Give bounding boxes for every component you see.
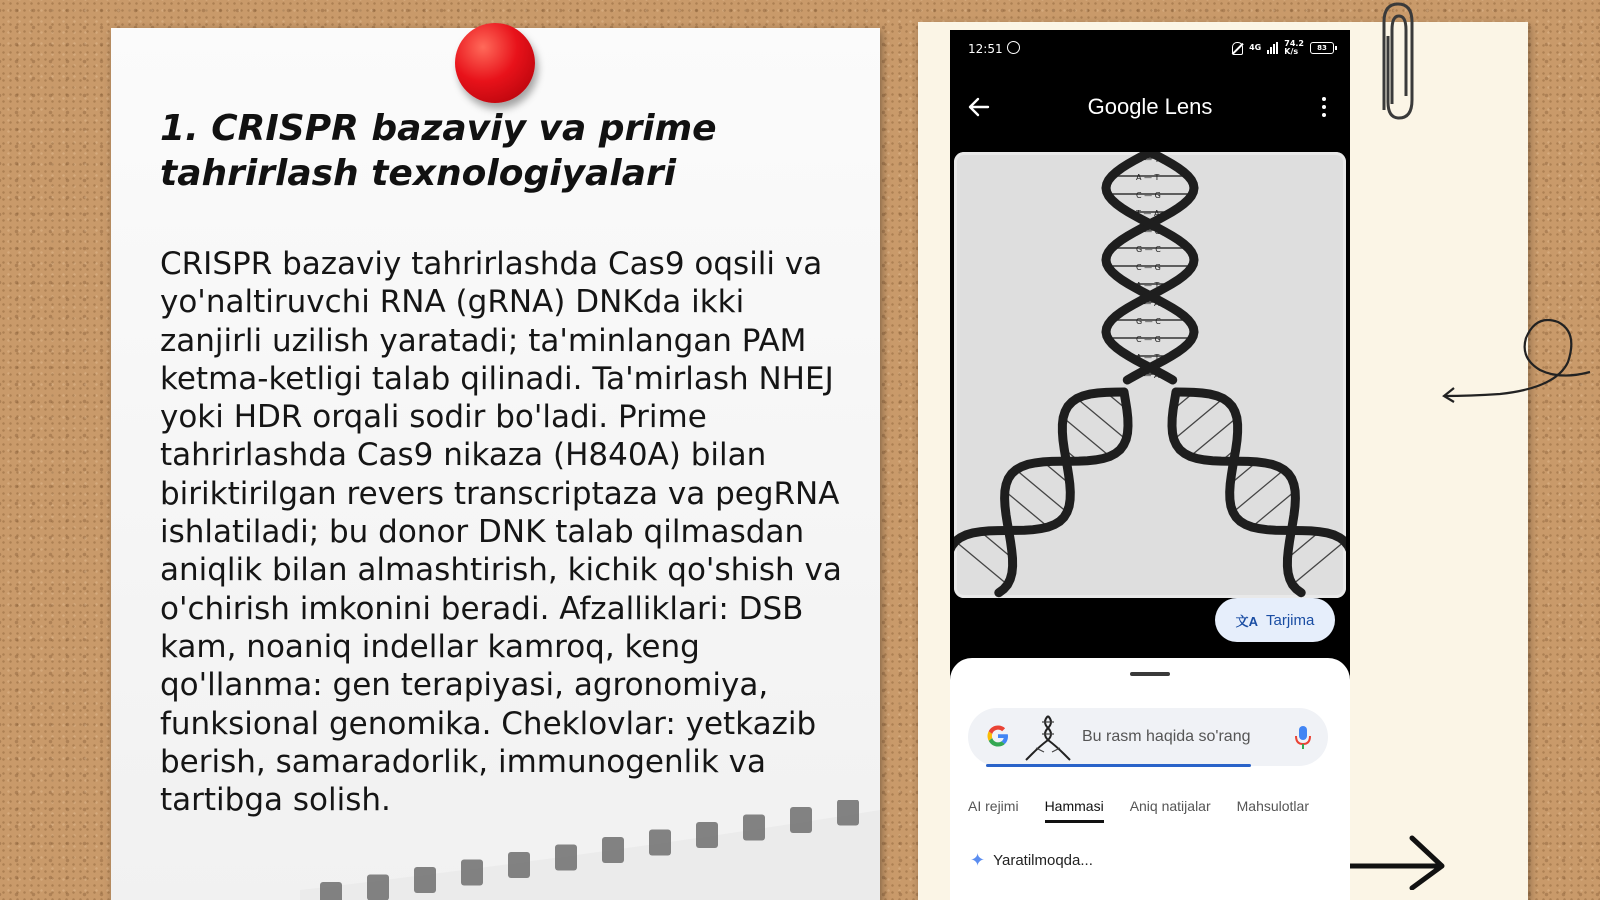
dna-letter: T — A <box>1136 371 1160 380</box>
microphone-icon[interactable] <box>1294 724 1312 750</box>
dna-helix-illustration <box>954 152 1346 598</box>
dna-letter: T — A <box>1136 299 1160 308</box>
network-type: 4G <box>1249 43 1262 52</box>
network-speed-value: 74.2 <box>1284 39 1304 48</box>
dna-letter: C — G <box>1136 263 1161 272</box>
dna-letter: C — G <box>1136 335 1161 344</box>
status-bar <box>950 30 1350 66</box>
results-sheet <box>950 658 1350 900</box>
torn-paper-tooth <box>508 852 530 878</box>
network-speed <box>1284 40 1304 56</box>
sparkle-icon: ✦ <box>970 850 986 870</box>
generating-status <box>970 850 1093 871</box>
tab-ai-mode[interactable]: AI rejimi <box>968 798 1019 814</box>
generating-label: Yaratilmoqda... <box>993 852 1093 869</box>
loop-arrow-doodle <box>1440 310 1600 420</box>
dna-left-arm-base-pair <box>1063 418 1110 457</box>
dna-letter: A — T <box>1136 173 1160 182</box>
torn-paper-tooth <box>320 882 342 900</box>
status-time: 12:51 <box>968 42 1003 56</box>
torn-paper-tooth <box>555 845 577 871</box>
torn-paper-tooth <box>696 822 718 848</box>
translate-label: Tarjima <box>1266 611 1315 629</box>
note-title: 1. CRISPR bazaviy va prime tahrirlash texnologiyalari <box>160 108 717 194</box>
image-thumbnail[interactable] <box>1022 714 1074 762</box>
search-box[interactable] <box>968 708 1328 766</box>
dna-letter: G — C <box>1136 245 1161 254</box>
torn-paper-tooth <box>649 830 671 856</box>
dna-letter: C — G <box>1136 227 1161 236</box>
tab-all[interactable]: Hammasi <box>1045 798 1104 823</box>
translate-icon: 文A <box>1235 613 1259 629</box>
dna-right-arm-base-pair <box>1190 418 1237 457</box>
battery-icon: 83 <box>1310 42 1334 54</box>
torn-paper-tooth <box>602 837 624 863</box>
paperclip-icon <box>1372 0 1422 126</box>
dna-letter: A — T <box>1136 353 1160 362</box>
dna-right-arm-base-pair <box>1174 399 1223 440</box>
torn-paper-tooth <box>367 875 389 900</box>
search-progress-bar <box>986 764 1251 767</box>
lens-image-dna[interactable] <box>954 152 1346 598</box>
dna-left-arm-base-pair <box>1077 399 1126 440</box>
drag-handle[interactable] <box>1130 672 1170 676</box>
torn-paper-tooth <box>461 860 483 886</box>
signal-icon <box>1267 42 1278 54</box>
google-g-icon <box>984 722 1012 750</box>
dna-letter: A — T <box>1136 155 1160 164</box>
tab-products[interactable]: Mahsulotlar <box>1236 798 1309 814</box>
network-speed-unit: K/s <box>1284 47 1299 56</box>
whatsapp-icon <box>1007 41 1020 54</box>
status-icons <box>1232 40 1334 56</box>
more-options-icon[interactable] <box>1320 94 1328 120</box>
result-tabs <box>968 798 1309 823</box>
phone-screen <box>950 30 1350 900</box>
dna-letter: C — G <box>1136 191 1161 200</box>
translate-button[interactable] <box>1215 598 1335 642</box>
dna-letter: G — C <box>1136 317 1161 326</box>
app-title: Google Lens <box>1087 94 1213 119</box>
dna-letter: A — T <box>1136 281 1160 290</box>
push-pin-icon <box>455 23 535 103</box>
dna-letter: T — A <box>1136 209 1160 218</box>
torn-paper-tooth <box>414 867 436 893</box>
note-body: CRISPR bazaviy tahrirlashda Cas9 oqsili va yo'naltiruvchi RNA (gRNA) DNKda ikki zanjirli uzilish yaratadi; ta'minlangan PAM ketma-ketligi talab qilinadi. Ta'mirlash NHEJ yoki HDR orqali sodir bo'ladi. Prime tahrirlashda Cas9 nikaza (H840A) bilan biriktirilgan revers transcriptaza va pegRNA ishlatiladi; bu donor DNK talab qilmasdan aniqlik bilan almashtirish, kichik qo'shish va o'chirish imkonini beradi. Afzalliklari: DSB kam, noaniq indellar kamroq, keng qo'llanma: gen terapiyasi, agronomiya, funksional genomika. Cheklovlar: yetkazib berish, samaradorlik, immunogenlik va tartibga solish. <box>160 246 842 819</box>
mute-icon <box>1232 42 1243 55</box>
right-arrow-doodle <box>1350 830 1450 890</box>
tab-exact-matches[interactable]: Aniq natijalar <box>1129 798 1211 814</box>
search-input[interactable] <box>1082 725 1282 749</box>
app-bar <box>950 84 1350 130</box>
